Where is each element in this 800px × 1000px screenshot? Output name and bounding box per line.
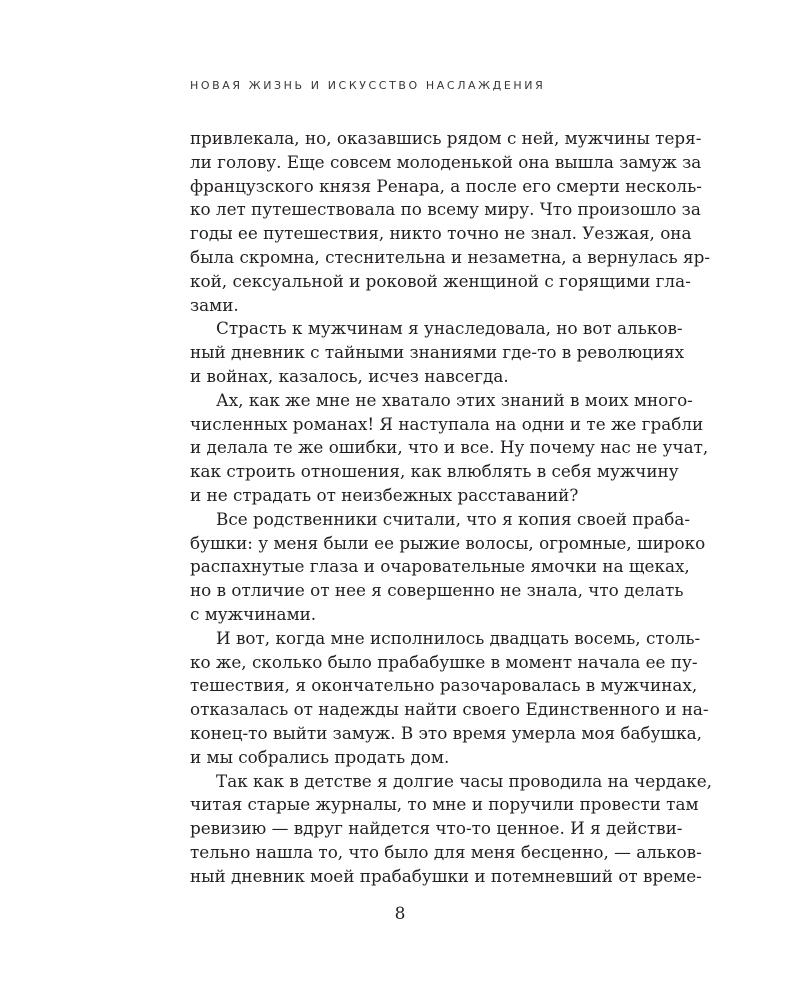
text-line: Страсть к мужчинам я унаследовала, но вот альков- [216,318,683,339]
paragraph [190,389,709,508]
text-line: зами. [190,294,239,315]
text-line: конец-то выйти замуж. В это время умерла моя бабушка, [190,722,702,743]
text-line: и не страдать от неизбежных расставаний? [190,484,579,505]
text-line: кой, сексуальной и роковой женщиной с горящими гла- [190,270,691,291]
paragraph [190,770,712,889]
text-line: ко же, сколько было прабабушке в момент начала ее пу- [190,651,698,672]
text-line: И вот, когда мне исполнилось двадцать восемь, столь- [216,627,701,648]
text-line: с мужчинами. [190,603,317,624]
paragraph [190,317,685,388]
text-line: годы ее путешествия, никто точно не знал. Уезжая, она [190,223,692,244]
paragraph [190,508,706,627]
text-line: тельно нашла то, что было для меня бесценно, — альков- [190,841,702,862]
text-line: и мы собрались продать дом. [190,746,450,767]
text-line: бушки: у меня были ее рыжие волосы, огромные, широко [190,532,706,553]
running-head: НОВАЯ ЖИЗНЬ И ИСКУССТВО НАСЛАЖДЕНИЯ [190,79,546,92]
text-line: привлекала, но, оказавшись рядом с ней, мужчины теря- [190,128,702,148]
text-line: Все родственники считали, что я копия своей праба- [216,508,691,529]
text-line: ли голову. Еще совсем молоденькой она вышла замуж за [190,151,702,172]
text-line: Ах, как же мне не хватало этих знаний в моих много- [216,389,693,410]
text-line: и делала те же ошибки, что и все. Ну почему нас не учат, [190,437,709,458]
text-line: ревизию — вдруг найдется что-то ценное. И я действи- [190,818,683,839]
text-line: распахнутые глаза и очаровательные ямочки на щеках, [190,556,690,577]
body-text [190,127,712,889]
text-line: Так как в детстве я долгие часы проводила на чердаке, [216,770,712,791]
paragraph [190,127,710,317]
text-line: ный дневник с тайными знаниями где-то в революциях [190,342,685,363]
text-line: но в отличие от нее я совершенно не знала, что делать [190,580,684,601]
text-line: как строить отношения, как влюблять в себя мужчину [190,461,679,482]
page-number: 8 [394,904,406,924]
text-line: тешествия, я окончательно разочаровалась в мужчинах, [190,675,698,696]
text-line: французского князя Ренара, а после его смерти несколь- [190,175,702,196]
text-line: численных романах! Я наступала на одни и те же грабли [190,413,704,434]
text-line: ко лет путешествовала по всему миру. Что произошло за [190,199,701,220]
text-line: и войнах, казалось, исчез навсегда. [190,365,509,386]
paragraph [190,627,709,770]
text-line: ный дневник моей прабабушки и потемневший от време- [190,865,702,886]
text-line: читая старые журналы, то мне и поручили провести там [190,794,699,815]
text-line: отказалась от надежды найти своего Единственного и на- [190,699,709,720]
text-line: была скромна, стеснительна и незаметна, а вернулась яр- [190,246,710,267]
